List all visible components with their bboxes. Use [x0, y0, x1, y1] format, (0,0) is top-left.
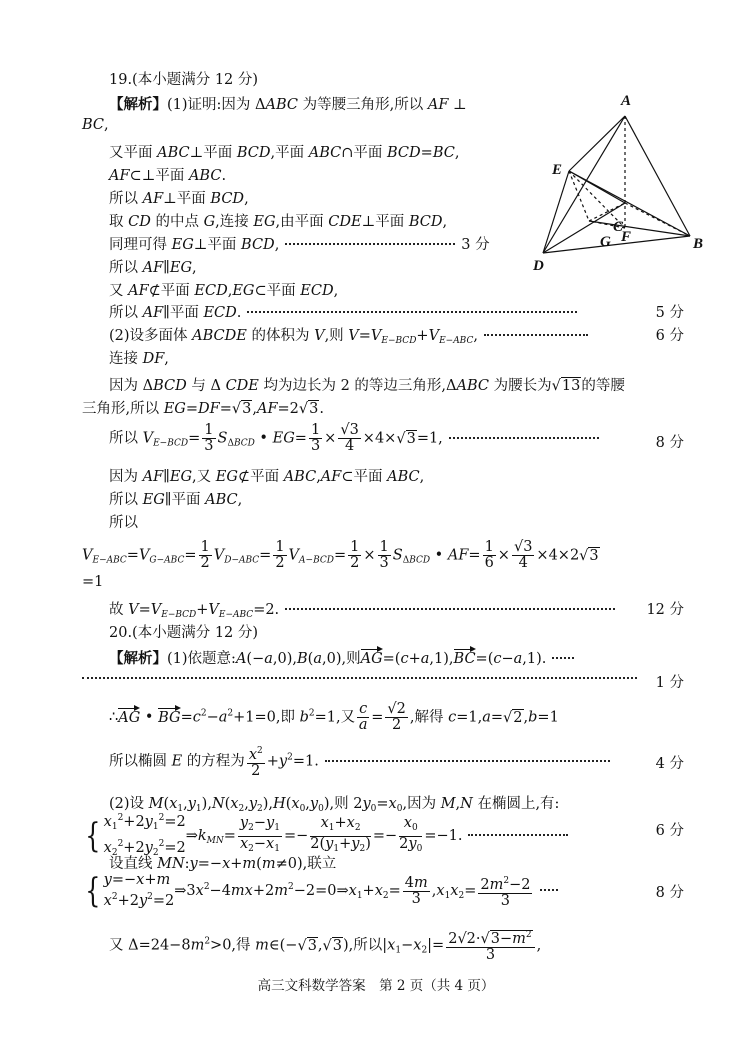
q19-line-12: 连接 DF, [109, 351, 169, 367]
q20-mark-8: 8 分 [655, 885, 684, 901]
q19-mark-12: 12 分 [646, 602, 684, 618]
q19-line-11: (2)设多面体 ABCDE 的体积为 V,则 $V=V_{E-BCD}+V_{E-ABC}$, [109, 324, 594, 346]
q20-mark-1: 1 分 [655, 675, 684, 691]
q19-mark-5: 5 分 [655, 305, 684, 321]
q19-line-1: 【解析】(1)证明:因为 ΔABC 为等腰三角形,所以 AF ⊥ [109, 96, 467, 113]
q20-line-4: (2)设 $M(x_1,y_1),N(x_2,y_2),H(x_0,y_0)$,则 $2y_0=x_0$,因为 M,N 在椭圆上,有: [109, 796, 560, 814]
label-A: A [621, 93, 632, 109]
q19-line-6: 取 CD 的中点 G,连接 EG,由平面 CDE⊥平面 BCD, [109, 214, 448, 230]
pyramid-figure [525, 88, 704, 274]
q19-line-8: 所以 AF∥EG, [109, 260, 197, 276]
q19-line-10: 所以 AF∥平面 ECD. [109, 301, 583, 322]
q20-line-6: 设直线 MN:y=−x+m(m≠0),联立 [109, 856, 337, 872]
q20-mark-6: 6 分 [655, 823, 684, 839]
q19-line-21: 故 $V=V_{E-BCD}+V_{E-ABC}=2$. [109, 598, 621, 620]
q19-line-5: 所以 AF⊥平面 BCD, [109, 191, 249, 207]
q19-heading: 19.(本小题满分 12 分) [109, 72, 259, 88]
q20-heading: 20.(本小题满分 12 分) [109, 625, 259, 641]
q19-line-1b: BC, [82, 117, 109, 133]
q19-line-3: 又平面 ABC⊥平面 BCD,平面 ABC∩平面 BCD=BC, [109, 145, 460, 161]
q20-line-3: 所以椭圆 E 的方程为 $\frac{x^2}{2}$ $+y^2=1$. [109, 744, 616, 779]
label-G: G [600, 234, 611, 250]
label-D: D [533, 258, 544, 274]
q19-line-19: $V_{E-ABC}=V_{G-ABC}=$ $\frac{1}{2}$ $V_{D-ABC}=$ $\frac{1}{2}$ $V_{A-BCD}=$ $\frac{1}{2}$ × $\frac{1}{3}$ $S_{\Delta BCD}$ • AF= $\frac{1}{6}$ × $\frac{√3}{4}$ ×4×2√3 [82, 539, 599, 571]
q19-line-4: AF⊂⊥平面 ABC. [109, 168, 227, 184]
page-footer: 高三文科数学答案 第 2 页（共 4 页） [257, 978, 495, 994]
q20-line-7: { y=−x+m $x^2+2y^2=2$ $\Rightarrow 3x^2-4mx+2m^2-2=0\Rightarrow x_1+x_2=$ $\frac{4m}{3}$ $,x_1x_2=$ $\frac{2m^2-2}{3}$ [82, 872, 564, 910]
q20-line-8: 又 $\Delta=24-8m^2>0$,得 m∈(−√3,√3),所以$|x_1-x_2|=$ $\frac{2√2\cdot√3-m^2}{3}$ , [109, 930, 542, 963]
q20-line-2: ∴AG • $BG=c^2-a^2+1=0$,即 $b^2=1$,又 $\frac{c}{a}$ = $\frac{√2}{2}$ ,解得 c=1,a=√2,b=1 [109, 701, 559, 733]
q20-mark-4: 4 分 [655, 756, 684, 772]
q19-line-13: 因为 ΔBCD 与 Δ CDE 均为边长为 2 的等边三角形,ΔABC 为腰长为√13的等腰 [109, 378, 625, 394]
label-B: B [693, 236, 704, 252]
q19-line-16: 因为 AF∥EG,又 EG⊄平面 ABC,AF⊂平面 ABC, [109, 469, 425, 485]
q20-line-5: { $x_1^2+2y_1^2=2$ $x_2^2+2y_2^2=2$ $\Rightarrow k_{MN}=$ $\frac{y_2-y_1}{x_2-x_1}$ =− $\frac{x_1+x_2}{2(y_1+y_2)}$ =− $\frac{x_0}{2y_0}$ =−1. [82, 810, 574, 862]
q19-mark-3: 3 分 [461, 237, 490, 253]
q20-line-1-dots [82, 671, 643, 687]
q19-line-20: =1 [82, 574, 104, 590]
q20-line-1: 【解析】(1)依题意:A(−a,0),B(a,0),则AG=(c+a,1),BC=(c−a,1). [109, 647, 580, 668]
q19-line-17: 所以 EG∥平面 ABC, [109, 492, 243, 508]
q19-line-7: 同理可得 EG⊥平面 BCD, 3 分 [109, 237, 490, 253]
label-E: E [552, 162, 563, 178]
q19-mark-6: 6 分 [655, 328, 684, 344]
q19-mark-8: 8 分 [655, 435, 684, 451]
q19-line-14: 三角形,所以 EG=DF=√3,AF=2√3. [82, 401, 324, 417]
label-C: C [613, 219, 624, 235]
q19-line-15: 所以 $V_{E-BCD}=$ $\frac{1}{3}$ $S_{\Delta BCD}$ • EG= $\frac{1}{3}$ × $\frac{√3}{4}$ ×4×√3=1, [109, 423, 605, 454]
label-F: F [621, 229, 632, 245]
q19-line-18: 所以 [109, 515, 138, 531]
q19-line-9: 又 AF⊄平面 ECD,EG⊂平面 ECD, [109, 283, 339, 299]
